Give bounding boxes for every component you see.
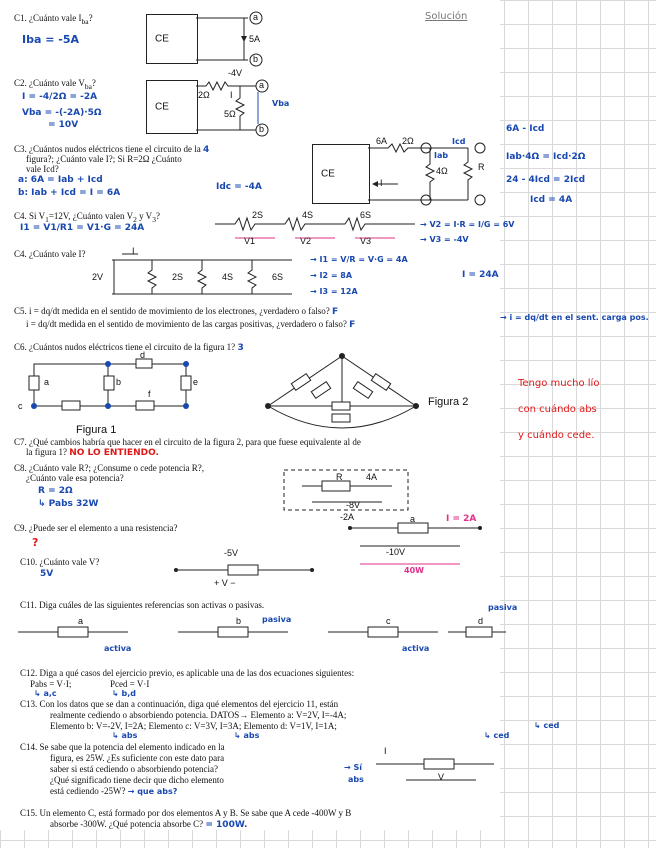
c14-line-3: saber si está cediendo o absorbiendo potencia?	[50, 764, 218, 774]
c8-r: R	[336, 472, 343, 482]
c8-line-1: C8. ¿Cuánto vale R?; ¿Consume o cede potencia R?,	[14, 463, 204, 473]
c11-tag-b: pasiva	[262, 615, 292, 624]
c11-element-c: c	[386, 616, 391, 626]
c4-result-1: → V2 = I·R = I/G = 6V	[420, 220, 515, 229]
c2-r5: 5Ω	[224, 109, 236, 119]
c4b-answer-3: → I3 = 12A	[310, 287, 358, 296]
c3-answer-idc: Idc = -4A	[216, 182, 262, 192]
c11-tag-a: activa	[104, 644, 132, 653]
c4b-total: I = 24A	[462, 270, 499, 280]
c10-v: + V −	[214, 578, 236, 588]
c4-result-2: → V3 = -4V	[420, 235, 469, 244]
c3-i: I	[380, 178, 383, 188]
c14-line-4: ¿Qué significado tiene decir que dicho elemento	[50, 775, 224, 785]
c12-ans-1: ↳ a,c	[34, 689, 57, 698]
c3-r4: 4Ω	[436, 166, 448, 176]
fig1-label-e: e	[193, 377, 199, 387]
c3-circuit	[368, 140, 498, 210]
c9-power: 40W	[404, 566, 424, 575]
c2-vba: Vba	[272, 99, 290, 108]
c10-answer: 5V	[40, 569, 54, 579]
c4b-answer-2: → I2 = 8A	[310, 271, 353, 280]
c4-v1: V1	[244, 236, 256, 246]
c3-question-1: C3. ¿Cuántos nudos eléctricos tiene el circuito de la 4	[14, 144, 210, 155]
c5-line-1: C5. i = dq/dt medida en el sentido de movimiento de los electrones, ¿verdadero o falso? F	[14, 306, 339, 317]
c1-current: 5A	[249, 34, 261, 44]
c12-question: C12. Diga a qué casos del ejercicio previo, es aplicable una de las dos ecuaciones siguientes:	[20, 668, 355, 678]
c3-source-current: 6A	[376, 136, 388, 146]
c4b-current: I	[132, 246, 135, 256]
c4b-r2: 4S	[222, 272, 234, 282]
c2-node-b: b	[259, 124, 265, 134]
c2-ce-box: CE	[146, 80, 198, 134]
c3-answer-a: a: 6A = Iab + Icd	[18, 175, 103, 185]
c4-question: C4. Si $V_1=12V$, ¿Cuánto valen $V_2$ y $V_3$?	[14, 211, 160, 224]
c14-answer-2: abs	[348, 775, 364, 784]
figure-2-caption: Figura 2	[428, 396, 469, 408]
c9-voltage: -10V	[386, 547, 406, 557]
margin-note-1: Tengo mucho lío	[518, 378, 600, 389]
c4-r2: 4S	[302, 210, 314, 220]
solution-tag: Solución	[425, 11, 468, 22]
c11-elements	[18, 620, 508, 656]
c2-answer-1: I = -4/2Ω = -2A	[22, 92, 98, 102]
fig1-label-c: c	[18, 401, 23, 411]
c4-r1: 2S	[252, 210, 264, 220]
c11-element-a: a	[78, 616, 84, 626]
c4-v2: V2	[300, 236, 312, 246]
c4-r3: 6S	[360, 210, 372, 220]
c3-r: R	[478, 162, 485, 172]
figure-2-circuit	[262, 350, 422, 434]
c10-circuit	[174, 560, 314, 590]
c3-side-1: 6A - Icd	[506, 124, 545, 134]
c10-v5: -5V	[224, 548, 239, 558]
c13-line-3: Elemento b: V=-2V, I=2A; Elemento c: V=3V, I=3A; Elemento d: V=1V, I=1A;	[50, 721, 337, 731]
c2-v4: -4V	[228, 68, 243, 78]
c3-side-4: Icd = 4A	[530, 195, 573, 205]
c8-voltage: -8V	[346, 500, 361, 510]
c14-voltage: V	[438, 772, 445, 782]
c5-line-2: i = dq/dt medida en el sentido de movimiento de las cargas positivas, ¿verdadero o falso? F	[26, 319, 356, 330]
c5-note: → i = dq/dt en el sent. carga pos.	[500, 313, 649, 322]
c1-node-a: a	[253, 12, 259, 22]
c1-question: C1. ¿Cuánto vale $I_{ba}$?	[14, 13, 93, 26]
c3-answer-b: b: Iab + Icd = I = 6A	[18, 188, 121, 198]
c4b-answer-1: → I1 = V/R = V·G = 4A	[310, 255, 408, 264]
c4b-parallel-circuit	[92, 250, 302, 300]
c14-answer-1: → Sí	[344, 763, 362, 772]
c6-question: C6. ¿Cuántos nudos eléctricos tiene el circuito de la figura 1? 3	[14, 342, 244, 353]
c14-line-2: figura, es 25W. ¿Es suficiente con este dato para	[50, 753, 225, 763]
c15-line-1: C15. Un elemento C, está formado por dos elementos A y B. Se sabe que A cede -400W y B	[20, 808, 352, 818]
c14-circuit	[376, 752, 496, 792]
c9-question: C9. ¿Puede ser el elemento a una resistencia?	[14, 523, 178, 533]
figure-1-caption: Figura 1	[76, 424, 117, 436]
c14-line-5: está cediendo -25W? → que abs?	[50, 786, 178, 796]
c3-r2: 2Ω	[402, 136, 414, 146]
c3-question-2: figura?; ¿Cuánto vale I?; Si R=2Ω ¿Cuánto	[26, 154, 182, 164]
c1-answer: Iba = -5A	[22, 33, 79, 46]
c2-i: I	[230, 90, 233, 100]
c9-current: -2A	[340, 512, 355, 522]
c12-eq-1: Pabs = V·I;	[30, 679, 72, 689]
c3-side-3: 24 - 4Icd = 2Icd	[506, 175, 586, 185]
c13-tag-1: ↳ abs	[112, 731, 138, 740]
c8-answer-1: R = 2Ω	[38, 486, 73, 496]
fig1-label-f: f	[148, 389, 151, 399]
margin-note-2: con cuándo abs	[518, 404, 597, 415]
c1-ce-box: CE	[146, 14, 198, 64]
c14-current: I	[384, 746, 387, 756]
c4b-r3: 6S	[272, 272, 284, 282]
c9-answer: ?	[32, 536, 39, 549]
fig1-label-a: a	[44, 377, 50, 387]
c12-ans-2: ↳ b,d	[112, 689, 136, 698]
c1-circuit	[196, 14, 276, 64]
margin-note-3: y cuándo cede.	[518, 430, 595, 441]
fig1-label-d: d	[140, 350, 146, 360]
c2-answer-3: = 10V	[48, 120, 79, 130]
c13-line-2: realmente cediendo o absorbiendo potencia. DATOS→ Elemento a: V=2V, I=-4A;	[50, 710, 347, 720]
c9-current-i: I = 2A	[446, 514, 477, 524]
c3-ce-box: CE	[312, 144, 370, 204]
c13-tag-4: ↳ ced	[534, 721, 560, 730]
c3-side-2: Iab·4Ω = Icd·2Ω	[506, 152, 586, 162]
c4b-question: C4. ¿Cuánto vale I?	[14, 249, 86, 259]
c2-r2: 2Ω	[198, 90, 210, 100]
c8-answer-2: ↳ Pabs 32W	[38, 499, 99, 509]
c13-tag-2: ↳ abs	[234, 731, 260, 740]
c11-tag-c: activa	[402, 644, 430, 653]
c1-node-b: b	[253, 54, 259, 64]
c2-node-a: a	[259, 80, 265, 90]
figure-1-circuit	[26, 354, 206, 430]
c8-current: 4A	[366, 472, 378, 482]
c8-line-2: ¿Cuánto vale esa potencia?	[26, 473, 124, 483]
fig1-label-b: b	[116, 377, 122, 387]
c3-iab: Iab	[434, 151, 449, 160]
c11-element-b: b	[236, 616, 242, 626]
c3-question-3: vale Icd?	[26, 164, 59, 174]
c2-answer-2: Vba = -(-2A)·5Ω	[22, 108, 102, 118]
c13-tag-3: ↳ ced	[484, 731, 510, 740]
c4-v3: V3	[360, 236, 372, 246]
c12-eq-2: Pced = V·I	[110, 679, 150, 689]
c10-question: C10. ¿Cuánto vale V?	[20, 557, 100, 567]
c13-line-1: C13. Con los datos que se dan a continuación, diga qué elementos del ejercicio 11, están	[20, 699, 339, 709]
c9-element: a	[410, 514, 416, 524]
c11-question: C11. Diga cuáles de las siguientes referencias son activas o pasivas.	[20, 600, 265, 610]
c7-line-1: C7. ¿Qué cambios habría que hacer en el circuito de la figura 2, para que fuese equivalente al de	[14, 437, 361, 447]
c4b-r1: 2S	[172, 272, 184, 282]
c11-element-d: d	[478, 616, 484, 626]
c11-tag-d: pasiva	[488, 603, 518, 612]
c4b-voltage: 2V	[92, 272, 104, 282]
c3-icd: Icd	[452, 137, 466, 146]
c14-line-1: C14. Se sabe que la potencia del elemento indicado en la	[20, 742, 225, 752]
c15-line-2: absorbe -300W. ¿Qué potencia absorbe C? = 100W.	[50, 819, 248, 830]
c2-question: C2. ¿Cuánto vale $V_{ba}$?	[14, 78, 96, 91]
c7-line-2: la figura 1? NO LO ENTIENDO.	[26, 447, 159, 458]
c4-answer: I1 = V1/R1 = V1·G = 24A	[20, 223, 145, 233]
